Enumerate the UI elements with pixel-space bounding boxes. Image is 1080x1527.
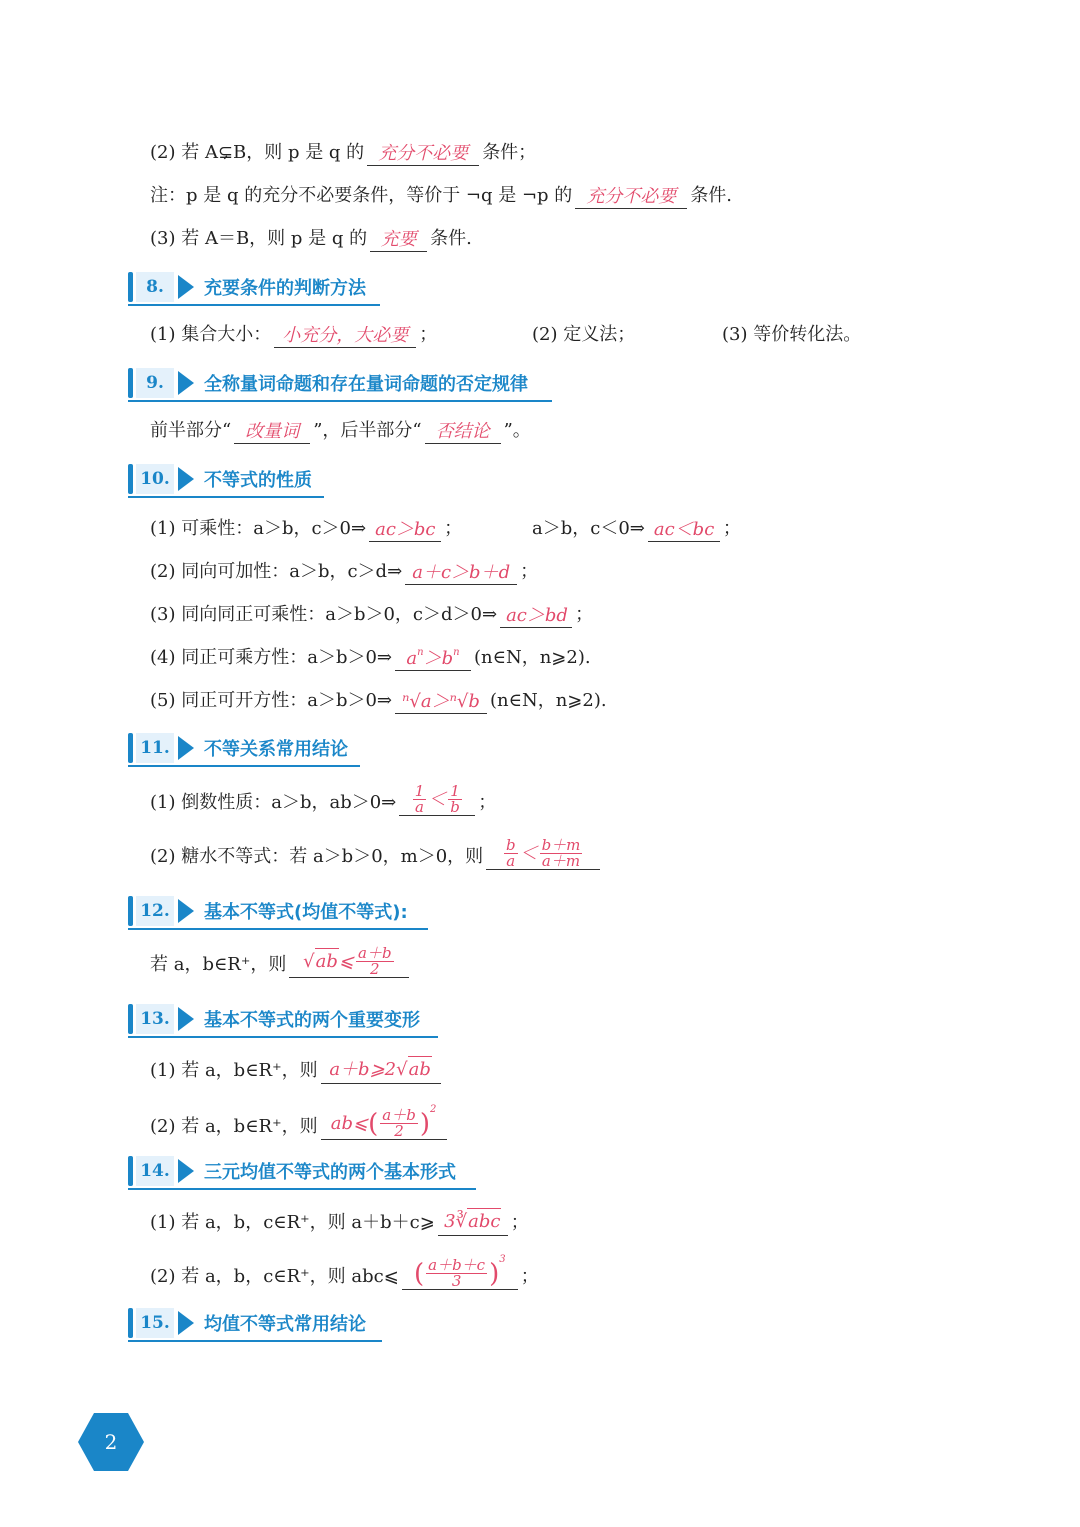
section-underline <box>128 400 552 402</box>
line-text: ； <box>444 518 463 539</box>
line-text: (4) 同正可乘方性：a＞b＞0⇒ <box>150 647 393 668</box>
operator: ⩽ <box>338 950 354 972</box>
numerator: b <box>505 836 516 854</box>
denominator: 2 <box>370 960 380 978</box>
accent-bar <box>128 272 133 302</box>
line-text: (2) 定义法； <box>532 324 636 345</box>
radicand: abc <box>467 1208 501 1235</box>
line-text: ； <box>520 1266 539 1287</box>
line-text: (3) 同向同正可乘性：a＞b＞0，c＞d＞0⇒ <box>150 604 498 625</box>
fraction <box>413 784 427 815</box>
answer-blank: ac＞bc <box>369 519 441 542</box>
line-text: a＞b，c＜0⇒ <box>532 518 645 539</box>
s10-row5 <box>150 688 607 714</box>
exponent: n <box>453 647 460 658</box>
radicand: ab <box>408 1056 432 1083</box>
numerator: a＋b＋c <box>428 1256 486 1274</box>
answer-blank: 改量词 <box>234 421 310 444</box>
s14-row2 <box>150 1253 539 1290</box>
section-title: 基本不等式(均值不等式): <box>204 902 408 923</box>
section-number: 11. <box>136 733 174 763</box>
answer-blank: 小充分，大必要 <box>274 325 416 348</box>
operator: ＜ <box>428 788 447 810</box>
page-number-badge <box>78 1413 144 1471</box>
answer-blank: a＋c＞b＋d <box>405 562 517 585</box>
line-text: (1) 若 a，b，c∈R⁺，则 a＋b＋c⩾ <box>150 1212 435 1233</box>
play-arrow-icon <box>178 1159 194 1183</box>
play-arrow-icon <box>178 371 194 395</box>
s13-row2 <box>150 1103 450 1140</box>
line-text: 条件. <box>690 185 733 206</box>
section-title: 充要条件的判断方法 <box>204 278 366 299</box>
denominator: 3 <box>451 1272 462 1290</box>
section-header-11 <box>128 731 348 765</box>
denominator: a＋m <box>541 852 581 870</box>
line-text: (2) 糖水不等式：若 a＞b＞0，m＞0，则 <box>150 846 484 867</box>
fraction <box>448 784 462 815</box>
line-text: (n∈N，n⩾2). <box>490 690 607 711</box>
line-text: (1) 集合大小： <box>150 324 272 345</box>
answer-part: 3∛ <box>444 1210 468 1232</box>
accent-bar <box>128 1156 133 1186</box>
numerator: a＋b <box>358 944 392 962</box>
answer-blank <box>486 838 600 870</box>
section-title: 不等式的性质 <box>204 470 312 491</box>
denominator: a <box>414 798 424 816</box>
line-text: ； <box>575 604 594 625</box>
s11-row2 <box>150 838 603 870</box>
answer-part: ab⩽ <box>330 1112 369 1134</box>
section-header-8 <box>128 270 366 304</box>
fraction <box>356 946 394 977</box>
answer-blank: 充要 <box>370 229 427 252</box>
section-underline <box>128 1036 438 1038</box>
answer-blank <box>438 1208 508 1236</box>
section-title: 均值不等式常用结论 <box>204 1314 366 1335</box>
line-text: ； <box>520 561 539 582</box>
accent-bar <box>128 733 133 763</box>
line-text: ； <box>722 518 741 539</box>
s10-row3 <box>150 602 593 628</box>
answer-blank: 否结论 <box>425 421 501 444</box>
answer-blank: 充分不必要 <box>575 186 687 209</box>
answer-blank: ac＞bd <box>500 605 572 628</box>
section-underline <box>128 928 428 930</box>
denominator: a <box>506 852 516 870</box>
section-underline <box>128 496 324 498</box>
section-number: 10. <box>136 464 174 494</box>
line-text: 条件； <box>482 142 537 163</box>
s10-row1 <box>150 516 750 542</box>
section-underline <box>128 304 380 306</box>
section-header-15 <box>128 1306 366 1340</box>
section-title: 全称量词命题和存在量词命题的否定规律 <box>204 374 528 395</box>
line-text: (1) 若 a，b∈R⁺，则 <box>150 1060 318 1081</box>
answer-blank <box>399 784 475 816</box>
line-text: (1) 可乘性：a＞b，c＞0⇒ <box>150 518 367 539</box>
line-text: (1) 倒数性质：a＞b，ab＞0⇒ <box>150 792 397 813</box>
fraction <box>540 838 583 869</box>
line-text: ； <box>478 792 497 813</box>
numerator: 1 <box>414 782 425 800</box>
section-number: 9. <box>136 368 174 398</box>
answer-blank: a＋b⩾2 √ ab <box>321 1056 441 1084</box>
section-title: 基本不等式的两个重要变形 <box>204 1010 420 1031</box>
line-subset <box>150 140 536 166</box>
s10-row2 <box>150 559 538 585</box>
s13-row1 <box>150 1056 444 1084</box>
section-title: 三元均值不等式的两个基本形式 <box>204 1162 456 1183</box>
exponent: n <box>417 647 424 658</box>
section-title: 不等关系常用结论 <box>204 739 348 760</box>
numerator: a＋b <box>382 1106 416 1124</box>
numerator: 1 <box>450 782 460 800</box>
line-text: ”，后半部分“ <box>313 420 422 441</box>
answer-part: a <box>406 648 418 669</box>
line-text: 前半部分“ <box>150 420 232 441</box>
denominator: 2 <box>394 1122 404 1140</box>
line-text: (2) 同向可加性：a＞b，c＞d⇒ <box>150 561 403 582</box>
fraction <box>504 838 518 869</box>
answer-blank: √ ab ⩽ $\frac{a+b}{2}$ <box>289 946 409 978</box>
exponent: 2 <box>429 1103 437 1115</box>
line-text: (n∈N，n⩾2). <box>474 647 591 668</box>
s14-row1 <box>150 1208 529 1236</box>
play-arrow-icon <box>178 1311 194 1335</box>
play-arrow-icon <box>178 736 194 760</box>
line-text: ； <box>419 324 438 345</box>
operator: ＜ <box>519 842 538 864</box>
page-number: 2 <box>104 1430 118 1454</box>
s8-row <box>150 322 910 348</box>
s9-row <box>150 418 531 444</box>
answer-blank <box>395 648 471 671</box>
line-text: 注：p 是 q 的充分不必要条件，等价于 ¬q 是 ¬p 的 <box>150 185 573 206</box>
answer-blank: ( $\frac{a+b+c}{3}$ ) 3 <box>402 1258 518 1290</box>
line-note <box>150 183 732 209</box>
fraction <box>426 1258 487 1289</box>
play-arrow-icon <box>178 1007 194 1031</box>
section-header-14 <box>128 1154 456 1188</box>
line-text: (3) 等价转化法。 <box>722 324 862 345</box>
accent-bar <box>128 368 133 398</box>
line-text: ”。 <box>503 420 531 441</box>
exponent: 3 <box>499 1253 506 1265</box>
answer-blank: 充分不必要 <box>367 143 479 166</box>
line-equal <box>150 226 472 252</box>
line-text: (2) 若 a，b∈R⁺，则 <box>150 1116 318 1137</box>
section-header-10 <box>128 462 312 496</box>
play-arrow-icon <box>178 275 194 299</box>
section-underline <box>128 765 360 767</box>
play-arrow-icon <box>178 899 194 923</box>
answer-part: a＋b⩾2 <box>329 1058 397 1080</box>
play-arrow-icon <box>178 467 194 491</box>
answer-blank: ab⩽ ( $\frac{a+b}{2}$ ) 2 <box>321 1108 447 1140</box>
section-number: 12. <box>136 896 174 926</box>
section-header-9 <box>128 366 528 400</box>
numerator: b＋m <box>541 836 581 854</box>
s12-row <box>150 946 412 978</box>
line-text: (2) 若 A⊊B，则 p 是 q 的 <box>150 142 365 163</box>
section-number: 15. <box>136 1308 174 1338</box>
accent-bar <box>128 1004 133 1034</box>
fraction <box>380 1108 418 1139</box>
accent-bar <box>128 896 133 926</box>
section-header-13 <box>128 1002 420 1036</box>
denominator: b <box>450 798 460 816</box>
section-number: 8. <box>136 272 174 302</box>
section-number: 13. <box>136 1004 174 1034</box>
accent-bar <box>128 464 133 494</box>
section-header-12 <box>128 894 408 928</box>
line-text: ； <box>510 1212 529 1233</box>
line-text: (3) 若 A＝B，则 p 是 q 的 <box>150 228 368 249</box>
line-text: 条件. <box>430 228 472 249</box>
section-underline <box>128 1188 476 1190</box>
accent-bar <box>128 1308 133 1338</box>
section-number: 14. <box>136 1156 174 1186</box>
line-text: (2) 若 a，b，c∈R⁺，则 abc⩽ <box>150 1266 399 1287</box>
line-text: 若 a，b∈R⁺，则 <box>150 954 287 975</box>
s10-row4 <box>150 645 591 671</box>
line-text: (5) 同正可开方性：a＞b＞0⇒ <box>150 690 393 711</box>
answer-blank: ac＜bc <box>648 519 720 542</box>
answer-blank: ⁿ√a＞ⁿ√b <box>395 691 487 714</box>
radicand: ab <box>315 948 339 975</box>
s11-row1 <box>150 784 496 816</box>
answer-part: ＞b <box>423 648 454 669</box>
section-underline <box>128 1340 382 1342</box>
